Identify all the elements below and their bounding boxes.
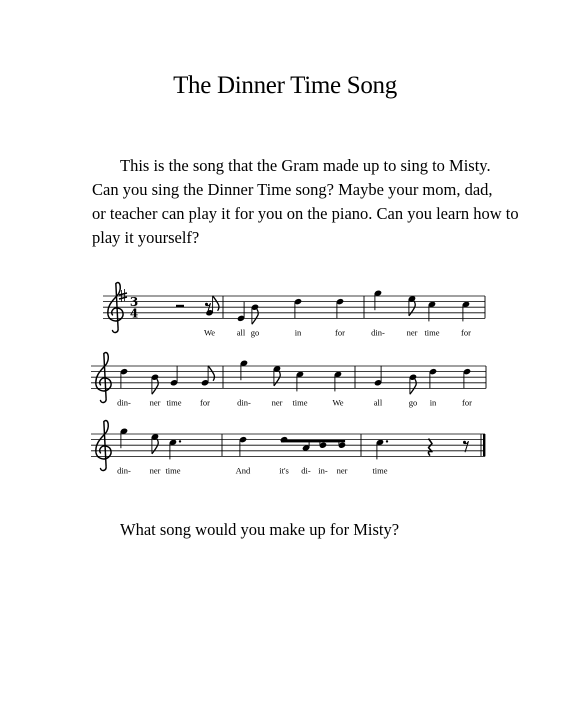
intro-line: or teacher can play it for you on the piano. Can you learn how to [92,204,519,223]
staff-system-3 [91,420,485,475]
beam [281,440,345,443]
note-flag [252,309,258,324]
lyric: din- [371,327,385,338]
lyric: for [200,397,210,408]
lyric: di- [301,465,311,476]
lyric: for [461,327,471,338]
lyric: time [166,397,182,408]
lyric: it's [279,465,289,476]
lyric: din- [117,397,131,408]
lyric: time [372,465,388,476]
lyric: all [236,327,246,338]
song-title: The Dinner Time Song [173,72,397,99]
lyric: ner [149,465,161,476]
half-rest-icon [176,305,184,308]
lyric: all [373,397,383,408]
lyric: din- [117,465,131,476]
lyric: for [462,397,472,408]
note-flag [274,371,280,386]
sharp-stroke [119,293,127,295]
lyric: We [203,327,216,338]
lyric: time [292,397,308,408]
final-barline [483,434,485,456]
lyric: We [332,397,344,408]
lyric: ner [271,397,283,408]
lyric: in [429,397,437,408]
lyric: in [294,327,302,338]
dot [386,440,388,442]
intro-line: play it yourself? [92,228,200,247]
lyric: ner [336,465,348,476]
lyric: go [408,397,418,408]
intro-line: This is the song that the Gram made up to sing to Misty. [120,156,491,175]
note-flag [208,366,214,381]
note-flag [152,379,158,394]
dot [179,440,181,442]
closing-question: What song would you make up for Misty? [120,520,400,539]
note-flag [409,301,415,316]
staff-system-2 [91,352,486,407]
note-flag [410,379,416,394]
lyric: And [235,465,251,476]
quarter-rest-icon [428,439,432,456]
lyric: din- [237,397,251,408]
note-flag [213,296,219,311]
intro-line: Can you sing the Dinner Time song? Maybe your mom, dad, [92,180,493,199]
time-signature-bottom: 4 [129,306,139,321]
lyric: time [424,327,440,338]
lyric: go [250,327,260,338]
note-flag [152,439,158,454]
sharp-stroke [119,297,127,299]
staff-system-1 [103,282,485,337]
lyric: for [335,327,345,338]
time-signature-top: 3 [129,295,139,310]
lyric: ner [149,397,161,408]
lyric: time [165,465,181,476]
lyric: in- [318,465,328,476]
lyric: ner [406,327,418,338]
